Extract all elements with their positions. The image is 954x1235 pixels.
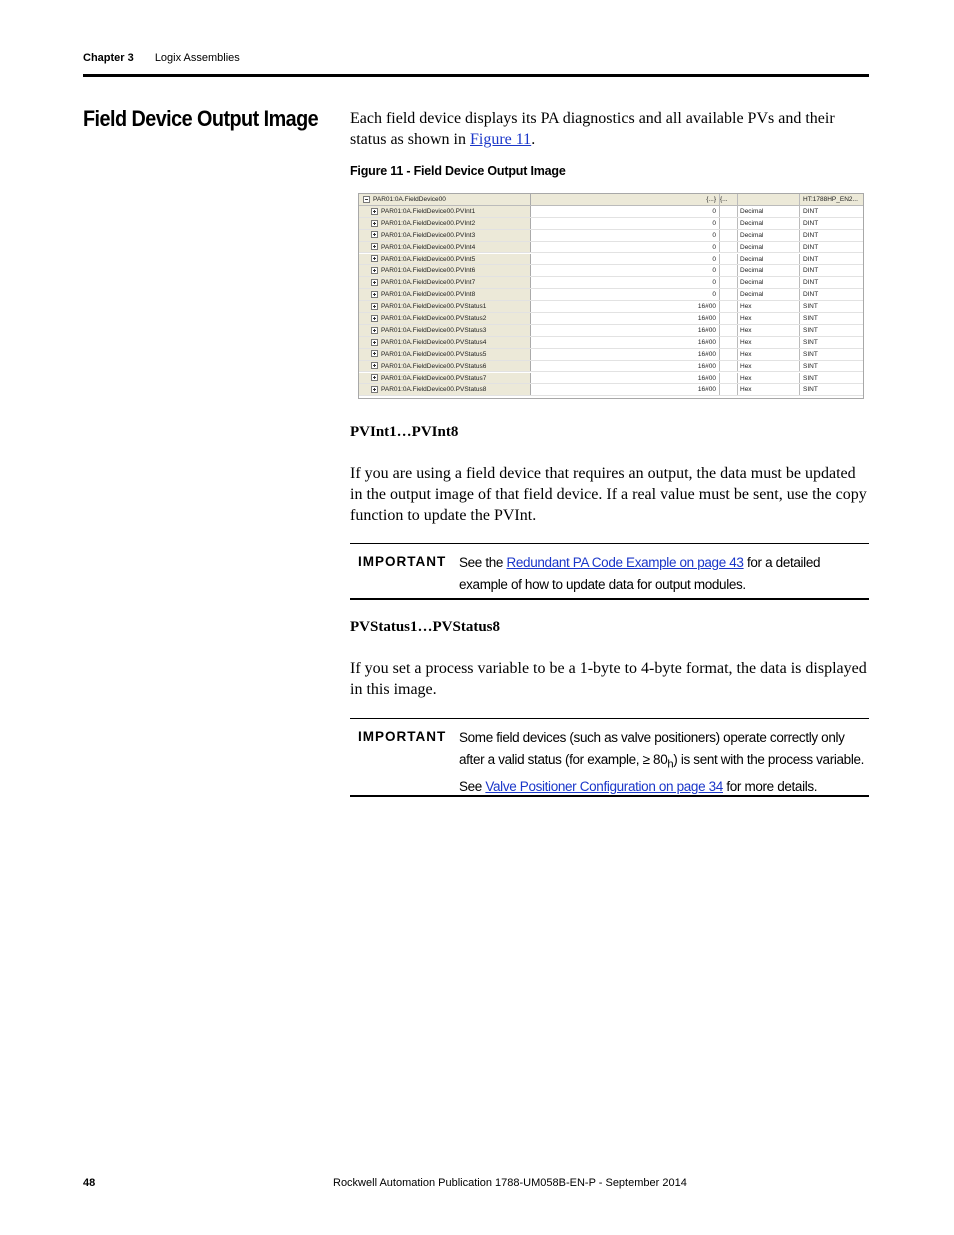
grid-cell-style: Decimal: [738, 230, 800, 241]
grid-cell-force: [720, 337, 738, 348]
grid-cell-name: [359, 373, 531, 384]
grid-cell-style: Decimal: [738, 218, 800, 229]
grid-cell-style: Hex: [738, 313, 800, 324]
expand-plus-icon[interactable]: [371, 208, 378, 215]
grid-cell-value: 0: [531, 218, 720, 229]
grid-row[interactable]: [359, 325, 863, 337]
grid-cell-name: [359, 313, 531, 324]
grid-cell-force: [720, 242, 738, 253]
grid-cell-type: SINT: [803, 326, 818, 334]
grid-cell-style: Hex: [738, 384, 800, 395]
grid-cell-value: 16#00: [531, 349, 720, 360]
intro-text: Each field device displays its PA diagnostics and all available PVs and their status as shown in: [350, 110, 835, 148]
grid-name-text: PAR01:0A.FieldDevice00.PVStatus1: [381, 303, 487, 311]
grid-cell-type: SINT: [803, 338, 818, 346]
grid-cell-value: 0: [531, 230, 720, 241]
grid-name-text: PAR01:0A.FieldDevice00.PVInt5: [381, 255, 476, 263]
grid-cell-force: [720, 349, 738, 360]
grid-cell-value: 16#00: [531, 361, 720, 372]
grid-cell-style: Hex: [738, 337, 800, 348]
grid-row[interactable]: [359, 313, 863, 325]
grid-cell-style: Hex: [738, 301, 800, 312]
grid-cell-force: [720, 277, 738, 288]
grid-cell-value: 0: [531, 206, 720, 217]
grid-cell-type: HT:1788HP_EN2...: [803, 196, 858, 203]
grid-cell-type: DINT: [803, 243, 819, 251]
grid-cell-value: 0: [531, 277, 720, 288]
grid-name-text: PAR01:0A.FieldDevice00.PVStatus5: [381, 350, 487, 358]
tag-monitor-grid: [358, 193, 864, 399]
grid-name-text: PAR01:0A.FieldDevice00.PVInt4: [381, 243, 476, 251]
expand-plus-icon[interactable]: [371, 267, 378, 274]
grid-cell-force: [720, 384, 738, 395]
page-number: 48: [83, 1177, 96, 1189]
valve-positioner-link[interactable]: Valve Positioner Configuration on page 34: [485, 778, 723, 794]
chapter-label: Chapter 3: [83, 52, 134, 64]
grid-cell-force: [720, 206, 738, 217]
grid-cell-type: SINT: [803, 315, 818, 322]
grid-cell-style: Hex: [738, 361, 800, 372]
expand-plus-icon[interactable]: [371, 231, 378, 238]
grid-cell-force: [720, 230, 738, 241]
grid-cell-type: DINT: [803, 207, 819, 215]
expand-plus-icon[interactable]: [371, 386, 378, 393]
grid-cell-name: [359, 361, 531, 372]
pvstatus-paragraph: If you set a process variable to be a 1-byte to 4-byte format, the data is displayed in this image.: [350, 660, 867, 698]
grid-cell-style: Decimal: [738, 206, 800, 217]
grid-cell-value: 16#00: [531, 337, 720, 348]
grid-cell-name: [359, 218, 531, 229]
grid-cell-force: {...: [720, 194, 738, 205]
intro-paragraph: [350, 108, 870, 150]
important-text-mid: ) is sent with the process variable. See: [459, 752, 865, 794]
grid-cell-style: [738, 194, 800, 205]
grid-cell-force: [720, 361, 738, 372]
grid-cell-type: SINT: [803, 303, 818, 311]
grid-cell-style: Decimal: [738, 254, 800, 265]
grid-cell-value: {...}: [531, 194, 720, 205]
grid-cell-force: [720, 254, 738, 265]
redundant-pa-code-link[interactable]: Redundant PA Code Example on page 43: [506, 555, 744, 570]
grid-cell-value: 0: [531, 265, 720, 276]
grid-cell-type: DINT: [803, 219, 819, 227]
grid-row[interactable]: [359, 301, 863, 313]
grid-cell-force: [720, 289, 738, 300]
grid-cell-type: SINT: [803, 350, 818, 358]
expand-plus-icon[interactable]: [371, 243, 378, 250]
grid-cell-name: [359, 254, 531, 265]
grid-cell-value: 16#00: [531, 384, 720, 395]
grid-cell-style: Hex: [738, 349, 800, 360]
header-rule: [83, 74, 869, 77]
pvstatus-heading: PVStatus1…PVStatus8: [350, 619, 501, 635]
grid-cell-name: [359, 277, 531, 288]
grid-cell-name: [359, 289, 531, 300]
important-text-start: See the: [459, 555, 507, 570]
grid-cell-name: [359, 349, 531, 360]
expand-plus-icon[interactable]: [371, 303, 378, 310]
grid-cell-type: DINT: [803, 267, 819, 275]
grid-cell-value: 16#00: [531, 313, 720, 324]
grid-cell-force: [720, 265, 738, 276]
grid-cell-name: [359, 242, 531, 253]
important-text-end: for more details.: [722, 778, 818, 794]
expand-plus-icon[interactable]: [371, 339, 378, 346]
grid-name-text: PAR01:0A.FieldDevice00.PVStatus6: [381, 362, 487, 370]
expand-plus-icon[interactable]: [371, 220, 378, 227]
grid-header-row[interactable]: [359, 194, 863, 206]
grid-cell-force: [720, 301, 738, 312]
grid-row[interactable]: [359, 384, 863, 396]
section-title: Field Device Output Image: [83, 106, 319, 131]
important-text-end: for a detailed example of how to update data for output modules.: [459, 555, 821, 592]
grid-cell-type: DINT: [803, 231, 819, 239]
figure-caption: Figure 11 - Field Device Output Image: [350, 164, 566, 178]
grid-cell-type: SINT: [803, 386, 818, 394]
grid-row[interactable]: [359, 206, 863, 218]
pvint-heading: PVInt1…PVInt8: [350, 424, 459, 440]
grid-cell-value: 0: [531, 254, 720, 265]
grid-row[interactable]: [359, 277, 863, 289]
expand-plus-icon[interactable]: [371, 374, 378, 381]
grid-cell-name: [359, 194, 531, 205]
grid-cell-name: [359, 325, 531, 336]
grid-name-text: PAR01:0A.FieldDevice00.PVStatus2: [381, 315, 487, 322]
grid-cell-value: 0: [531, 242, 720, 253]
grid-cell-force: [720, 218, 738, 229]
grid-cell-type: DINT: [803, 255, 819, 263]
important-text: [459, 552, 869, 596]
grid-name-text: PAR01:0A.FieldDevice00.PVInt7: [381, 279, 476, 287]
important-label: IMPORTANT: [358, 729, 447, 744]
expand-plus-icon[interactable]: [371, 362, 378, 369]
grid-row[interactable]: [359, 289, 863, 301]
grid-name-text: PAR01:0A.FieldDevice00.PVInt1: [381, 207, 476, 215]
grid-cell-force: [720, 325, 738, 336]
grid-cell-type: SINT: [803, 362, 818, 370]
grid-name-text: PAR01:0A.FieldDevice00.PVStatus4: [381, 338, 487, 346]
grid-cell-name: [359, 384, 531, 395]
expand-plus-icon[interactable]: [371, 327, 378, 334]
grid-cell-name: [359, 265, 531, 276]
expand-plus-icon[interactable]: [371, 279, 378, 286]
expand-plus-icon[interactable]: [371, 291, 378, 298]
grid-row[interactable]: [359, 265, 863, 277]
grid-cell-style: Decimal: [738, 277, 800, 288]
important-label: IMPORTANT: [358, 554, 447, 569]
expand-plus-icon[interactable]: [371, 350, 378, 357]
grid-row[interactable]: [359, 337, 863, 349]
expand-plus-icon[interactable]: [371, 255, 378, 262]
grid-cell-value: 16#00: [531, 301, 720, 312]
grid-name-text: PAR01:0A.FieldDevice00.PVStatus8: [381, 386, 487, 394]
grid-cell-style: Hex: [738, 325, 800, 336]
grid-cell-type: DINT: [803, 279, 819, 287]
grid-row[interactable]: [359, 361, 863, 373]
grid-cell-type: SINT: [803, 374, 818, 382]
important-text: [459, 727, 869, 798]
grid-name-text: PAR01:0A.FieldDevice00.PVInt2: [381, 219, 476, 227]
grid-cell-name: [359, 230, 531, 241]
grid-cell-type: DINT: [803, 291, 819, 299]
grid-name-text: PAR01:0A.FieldDevice00.PVInt3: [381, 231, 476, 239]
grid-cell-value: 0: [531, 289, 720, 300]
grid-row[interactable]: [359, 349, 863, 361]
hex-subscript: h: [667, 758, 674, 771]
intro-text-end: .: [531, 131, 536, 148]
section-label: Logix Assemblies: [154, 52, 240, 64]
grid-name-text: PAR01:0A.FieldDevice00.PVInt8: [381, 291, 476, 299]
running-header: [83, 52, 240, 64]
pvint-paragraph: If you are using a field device that requires an output, the data must be updated in the output image of that field device. If a real value must be sent, use the copy function to update the PVInt.: [350, 465, 867, 524]
grid-cell-force: [720, 313, 738, 324]
grid-name-text: PAR01:0A.FieldDevice00.PVStatus3: [381, 326, 487, 334]
grid-row[interactable]: [359, 373, 863, 385]
expand-plus-icon[interactable]: [371, 315, 378, 322]
publication-line: Rockwell Automation Publication 1788-UM058B-EN-P - September 2014: [333, 1177, 687, 1189]
grid-cell-name: [359, 337, 531, 348]
grid-cell-force: [720, 373, 738, 384]
grid-name-text: PAR01:0A.FieldDevice00.PVInt6: [381, 267, 476, 275]
grid-cell-style: Decimal: [738, 242, 800, 253]
grid-cell-value: 16#00: [531, 373, 720, 384]
grid-row[interactable]: [359, 230, 863, 242]
collapse-icon[interactable]: [363, 196, 370, 203]
important-box-1: [350, 543, 869, 600]
grid-name-text: PAR01:0A.FieldDevice00.PVStatus7: [381, 374, 487, 382]
grid-name-text: PAR01:0A.FieldDevice00: [373, 196, 446, 203]
grid-row[interactable]: [359, 242, 863, 254]
grid-cell-name: [359, 301, 531, 312]
grid-cell-style: Decimal: [738, 289, 800, 300]
grid-row[interactable]: [359, 254, 863, 266]
grid-row[interactable]: [359, 218, 863, 230]
grid-cell-style: Decimal: [738, 265, 800, 276]
grid-cell-value: 16#00: [531, 325, 720, 336]
grid-cell-style: Hex: [738, 373, 800, 384]
important-text-start: Some field devices (such as valve positioners) operate correctly only after a valid status (for example, ≥ 80: [459, 730, 845, 767]
grid-cell-name: [359, 206, 531, 217]
figure-11-link[interactable]: Figure 11: [470, 131, 532, 148]
important-box-2: [350, 718, 869, 797]
